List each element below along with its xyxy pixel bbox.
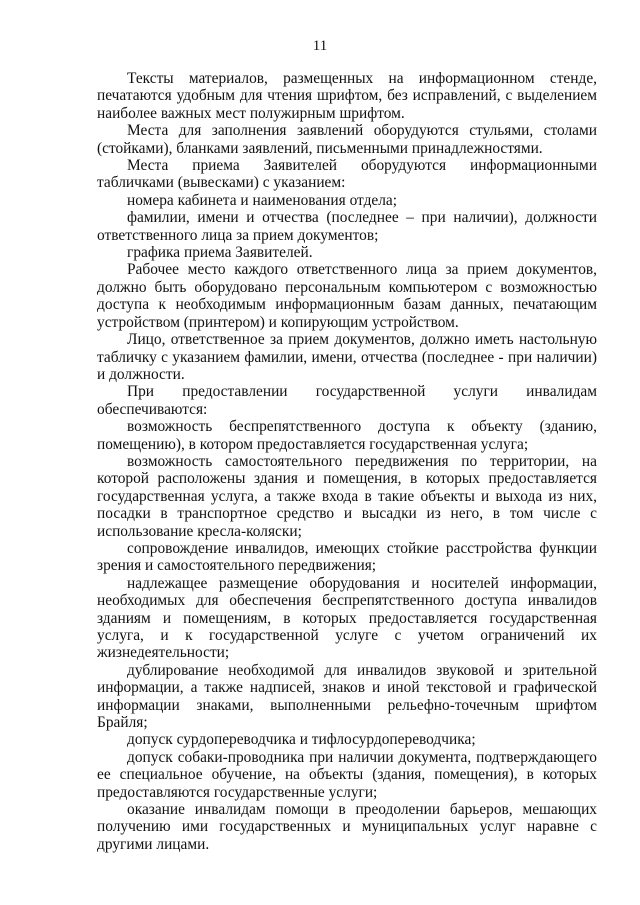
paragraph: дублирование необходимой для инвалидов звуковой и зрительной информации, а также надписей, знаков и иной текстовой и графической информации знаками, выполненными рельефно-точечным шрифтом Брайля; <box>97 661 597 732</box>
paragraph: допуск сурдопереводчика и тифлосурдопереводчика; <box>127 731 476 749</box>
paragraph: возможность самостоятельного передвижения по территории, на которой расположены здания и помещения, в которых предоставляется государственная услуга, а также входа в такие объекты и выхода из них, посадки в транспортное средство и высадки из него, в том числе с использование кресла-коляски; <box>97 452 597 540</box>
paragraph: оказание инвалидам помощи в преодолении барьеров, мешающих получению ими государственных и муниципальных услуг наравне с другими лицами. <box>97 801 597 853</box>
paragraph: Рабочее место каждого ответственного лица за прием документов, должно быть оборудовано персональным компьютером с возможностью доступа к необходимым информационным базам данных, печатающим устройством (принтером) и копирующим устройством. <box>97 261 597 331</box>
paragraph: Тексты материалов, размещенных на информационном стенде, печатаются удобным для чтения шрифтом, без исправлений, с выделением наиболее важных мест полужирным шрифтом. <box>97 70 597 122</box>
paragraph: Места приема Заявителей оборудуются информационными табличками (вывесками) с указанием: <box>97 157 597 192</box>
paragraph: графика приема Заявителей. <box>127 244 313 262</box>
paragraph: номера кабинета и наименования отдела; <box>127 191 398 209</box>
paragraph: надлежащее размещение оборудования и носителей информации, необходимых для обеспечения беспрепятственного доступа инвалидов зданиям и помещениям, в которых предоставляется государственная услуга, и к государственной услуге с учетом ограничений их жизнедеятельности; <box>97 574 597 662</box>
paragraph: Места для заполнения заявлений оборудуются стульями, столами (стойками), бланками заявлений, письменными принадлежностями. <box>97 122 597 157</box>
paragraph: При предоставлении государственной услуги инвалидам обеспечиваются: <box>97 383 597 418</box>
paragraph: Лицо, ответственное за прием документов, должно иметь настольную табличку с указанием фамилии, имени, отчества (последнее - при наличии) и должности. <box>97 331 597 383</box>
paragraph: возможность беспрепятственного доступа к объекту (зданию, помещению), в котором предоставляется государственная услуга; <box>97 418 597 453</box>
paragraph: допуск собаки-проводника при наличии документа, подтверждающего ее специальное обучение, на объекты (здания, помещения), в которых предоставляются государственные услуги; <box>97 748 597 801</box>
document-body <box>97 70 597 853</box>
paragraph: сопровождение инвалидов, имеющих стойкие расстройства функции зрения и самостоятельного передвижения; <box>97 539 597 575</box>
paragraph: фамилии, имени и отчества (последнее – при наличии), должности ответственного лица за прием документов; <box>97 209 597 244</box>
page-number: 11 <box>312 38 328 54</box>
